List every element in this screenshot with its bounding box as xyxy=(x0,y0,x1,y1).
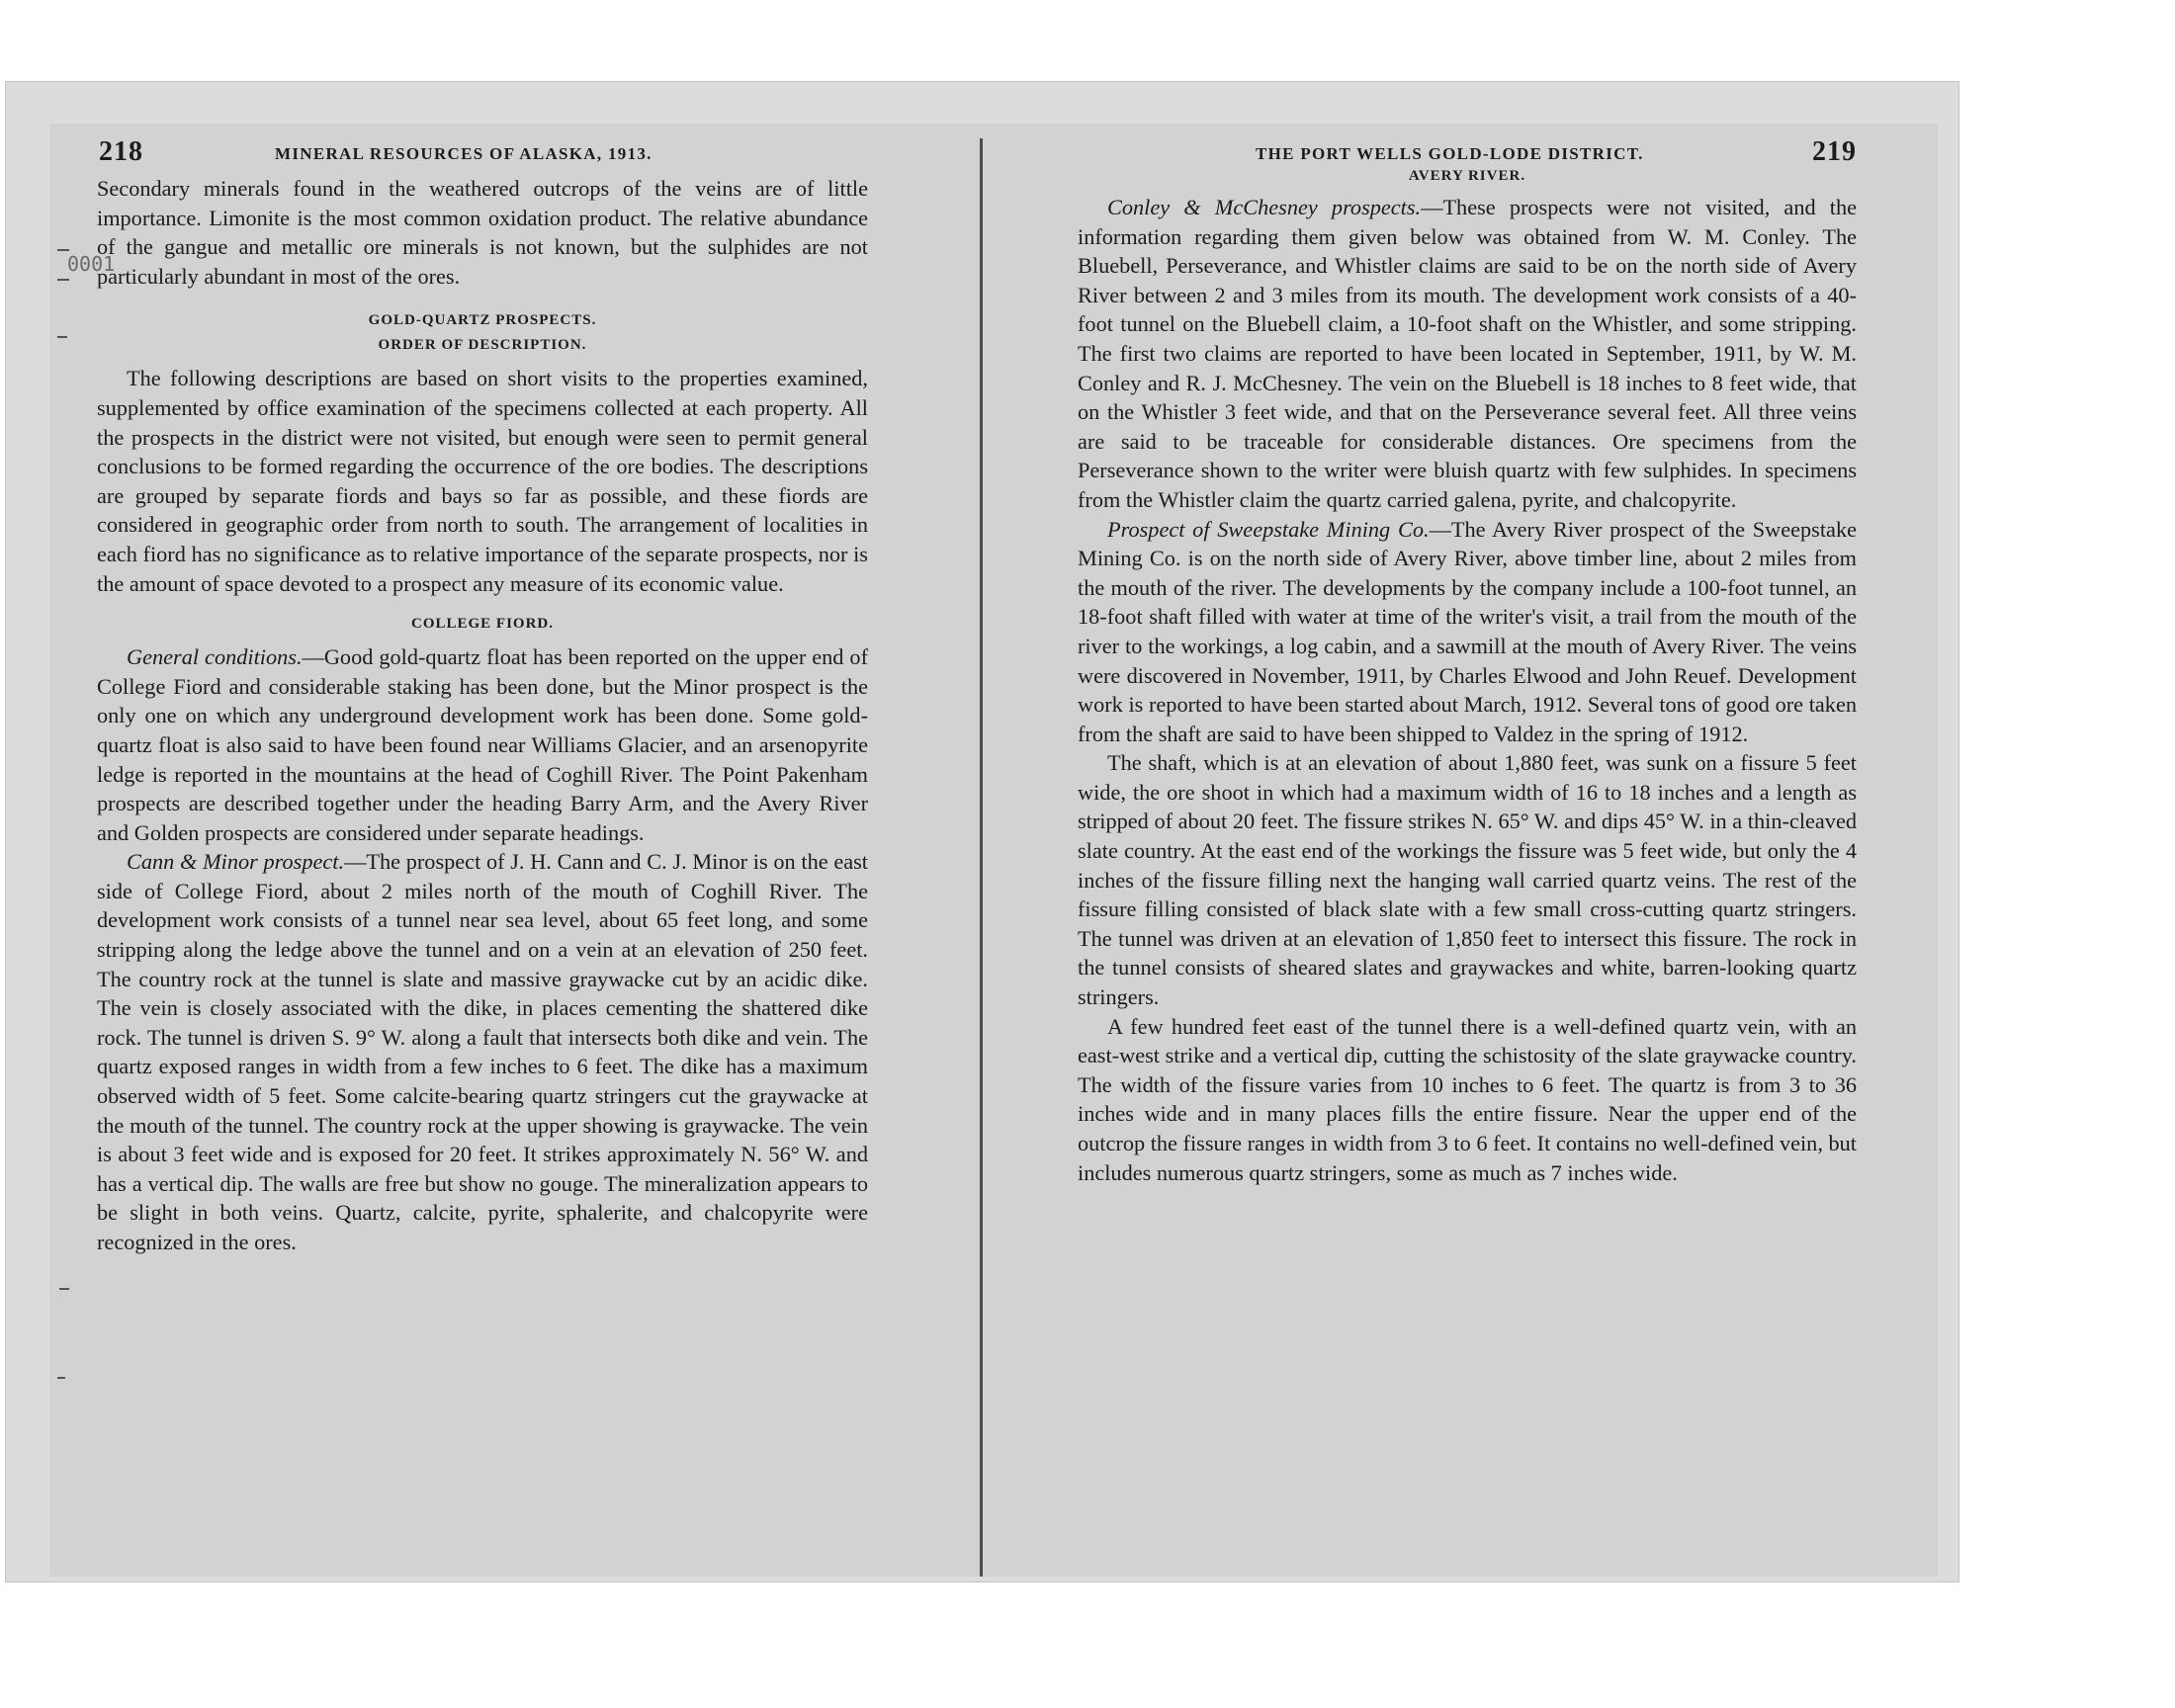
subsection-heading: AVERY RIVER. xyxy=(1408,168,1526,184)
conley-paragraph xyxy=(1078,193,1857,515)
section-heading: GOLD-QUARTZ PROSPECTS. xyxy=(368,312,597,329)
paragraph-body: —The prospect of J. H. Cann and C. J. Minor is on the east side of College Fiord, about 2 miles north of the mouth of Coghill River. The development work consists of a tunnel near sea level, about 65 feet long, and some stripping along the ledge above the tunnel and on a vein at an elevation of 250 feet. The country rock at the tunnel is slate and massive graywacke cut by an acidic dike. The vein is closely associated with the dike, in places cementing the shattered dike rock. The tunnel is driven S. 9° W. along a fault that intersects both dike and vein. The quartz exposed ranges in width from a few inches to 6 feet. The dike has a maximum observed width of 5 feet. Some calcite-bearing quartz stringers cut the graywacke at the mouth of the tunnel. The country rock at the upper showing is graywacke. The vein is about 3 feet wide and is exposed for 20 feet. It strikes approximately N. 56° W. and has a vertical dip. The walls are free but show no gouge. The mineralization appears to be slight in both veins. Quartz, calcite, pyrite, sphalerite, and chalcopyrite were recognized in the ores. xyxy=(97,849,868,1254)
paragraph-body: —The Avery River prospect of the Sweepstake Mining Co. is on the north side of Avery River, above timber line, about 2 miles from the mouth of the river. The developments by the company include a 100-foot tunnel, an 18-foot shaft filled with water at time of the writer's visit, a trail from the mouth of the river to the workings, a log cabin, and a sawmill at the mouth of Avery River. The veins were discovered in November, 1911, by Charles Elwood and John Reuef. Development work is reported to have been started about March, 1912. Several tons of good ore taken from the shaft are said to have been shipped to Valdez in the spring of 1912. xyxy=(1078,516,1857,746)
subsection-heading: ORDER OF DESCRIPTION. xyxy=(378,337,587,354)
general-conditions-paragraph xyxy=(97,642,868,847)
paragraph-body: —These prospects were not visited, and the information regarding them given below was obtained from W. M. Conley. The Bluebell, Perseverance, and Whistler claims are said to be on the north side of Avery River between 2 and 3 miles from its mouth. The development work consists of a 40-foot tunnel on the Bluebell claim, a 10-foot shaft on the Whistler, and some stripping. The first two claims are reported to have been located in September, 1911, by W. M. Conley and R. J. McChesney. The vein on the Bluebell is 18 inches to 8 feet wide, that on the Whistler 3 feet wide, and that on the Perseverance several feet. All three veins are said to be traceable for considerable distances. Ore specimens from the Perseverance shown to the writer were bluish quartz with few sulphides. In specimens from the Whistler claim the quartz carried galena, pyrite, and chalcopyrite. xyxy=(1078,195,1857,512)
margin-tick xyxy=(57,336,67,338)
quartz-vein-paragraph: A few hundred feet east of the tunnel there is a well-defined quartz vein, with an east-west strike and a vertical dip, cutting the schistosity of the slate graywacke country. The width of the fissure varies from 10 inches to 6 feet. The quartz is from 3 to 36 inches wide and in many places fills the entire fissure. Near the upper end of the outcrop the fissure ranges in width from 3 to 6 feet. It contains no well-defined vein, but includes numerous quartz stringers, some as much as 7 inches wide. xyxy=(1078,1013,1857,1185)
margin-tick xyxy=(57,279,69,281)
paragraph-lead: General conditions. xyxy=(127,644,303,670)
paragraph-lead: Prospect of Sweepstake Mining Co. xyxy=(1107,516,1430,542)
margin-stamp-text: 0001 xyxy=(67,252,116,276)
page-number: 219 xyxy=(1812,136,1857,167)
margin-tick xyxy=(57,249,69,251)
running-head-title: MINERAL RESOURCES OF ALASKA, 1913. xyxy=(275,144,652,163)
page-gutter-divider xyxy=(980,138,983,1577)
intro-paragraph: Secondary minerals found in the weathered outcrops of the veins are of little importance. Limonite is the most common oxidation product. The relative abundance of the gangue and metallic ore minerals is not known, but the sulphides are not particularly abundant in most of the ores. xyxy=(97,176,868,289)
page-number: 218 xyxy=(99,136,143,167)
margin-tick xyxy=(59,1288,69,1290)
running-head-title: THE PORT WELLS GOLD-LODE DISTRICT. xyxy=(1256,144,1644,163)
shaft-paragraph: The shaft, which is at an elevation of about 1,880 feet, was sunk on a fissure 5 feet wide, the ore shoot in which had a maximum width of 16 to 18 inches and a length as stripped of about 20 feet. The fissure strikes N. 65° W. and dips 45° W. in a thin-cleaved slate country. At the east end of the workings the fissure was 5 feet wide, but only the 4 inches of the fissure filling next the hanging wall carried quartz veins. The rest of the fissure filling consisted of black slate with a few small cross-cutting quartz stringers. The tunnel was driven at an elevation of 1,850 feet to intersect this fissure. The rock in the tunnel consists of sheared slates and graywackes and white, barren-looking quartz stringers. xyxy=(1078,750,1857,1010)
paragraph-lead: Cann & Minor prospect. xyxy=(127,849,345,875)
paragraph-lead: Conley & McChesney prospects. xyxy=(1107,195,1422,219)
right-running-head xyxy=(1078,128,1857,174)
left-running-head xyxy=(97,128,868,174)
sweepstake-paragraph xyxy=(1078,515,1857,749)
right-page xyxy=(1078,128,1857,1187)
subsection-heading: COLLEGE FIORD. xyxy=(410,616,555,633)
order-paragraph: The following descriptions are based on short visits to the properties examined, supplemented by office examination of the specimens collected at each property. All the prospects in the district were not visited, but enough were seen to permit general conclusions to be formed regarding the occurrence of the ore bodies. The descriptions are grouped by separate fiords and bays so far as possible, and these fiords are considered in geographic order from north to south. The arrangement of localities in each fiord has no significance as to relative importance of the separate prospects, nor is the amount of space devoted to a prospect any measure of its economic value. xyxy=(97,366,868,596)
left-page xyxy=(97,128,868,1257)
paragraph-body: —Good gold-quartz float has been reported on the upper end of College Fiord and considerable staking has been done, but the Minor prospect is the only one on which any underground development work has been done. Some gold-quartz float is also said to have been found near Williams Glacier, and an arsenopyrite ledge is reported in the mountains at the head of Coghill River. The Point Pakenham prospects are described together under the heading Barry Arm, and the Avery River and Golden prospects are considered under separate headings. xyxy=(97,644,868,845)
cann-minor-paragraph xyxy=(97,847,868,1256)
margin-tick xyxy=(57,1377,65,1379)
